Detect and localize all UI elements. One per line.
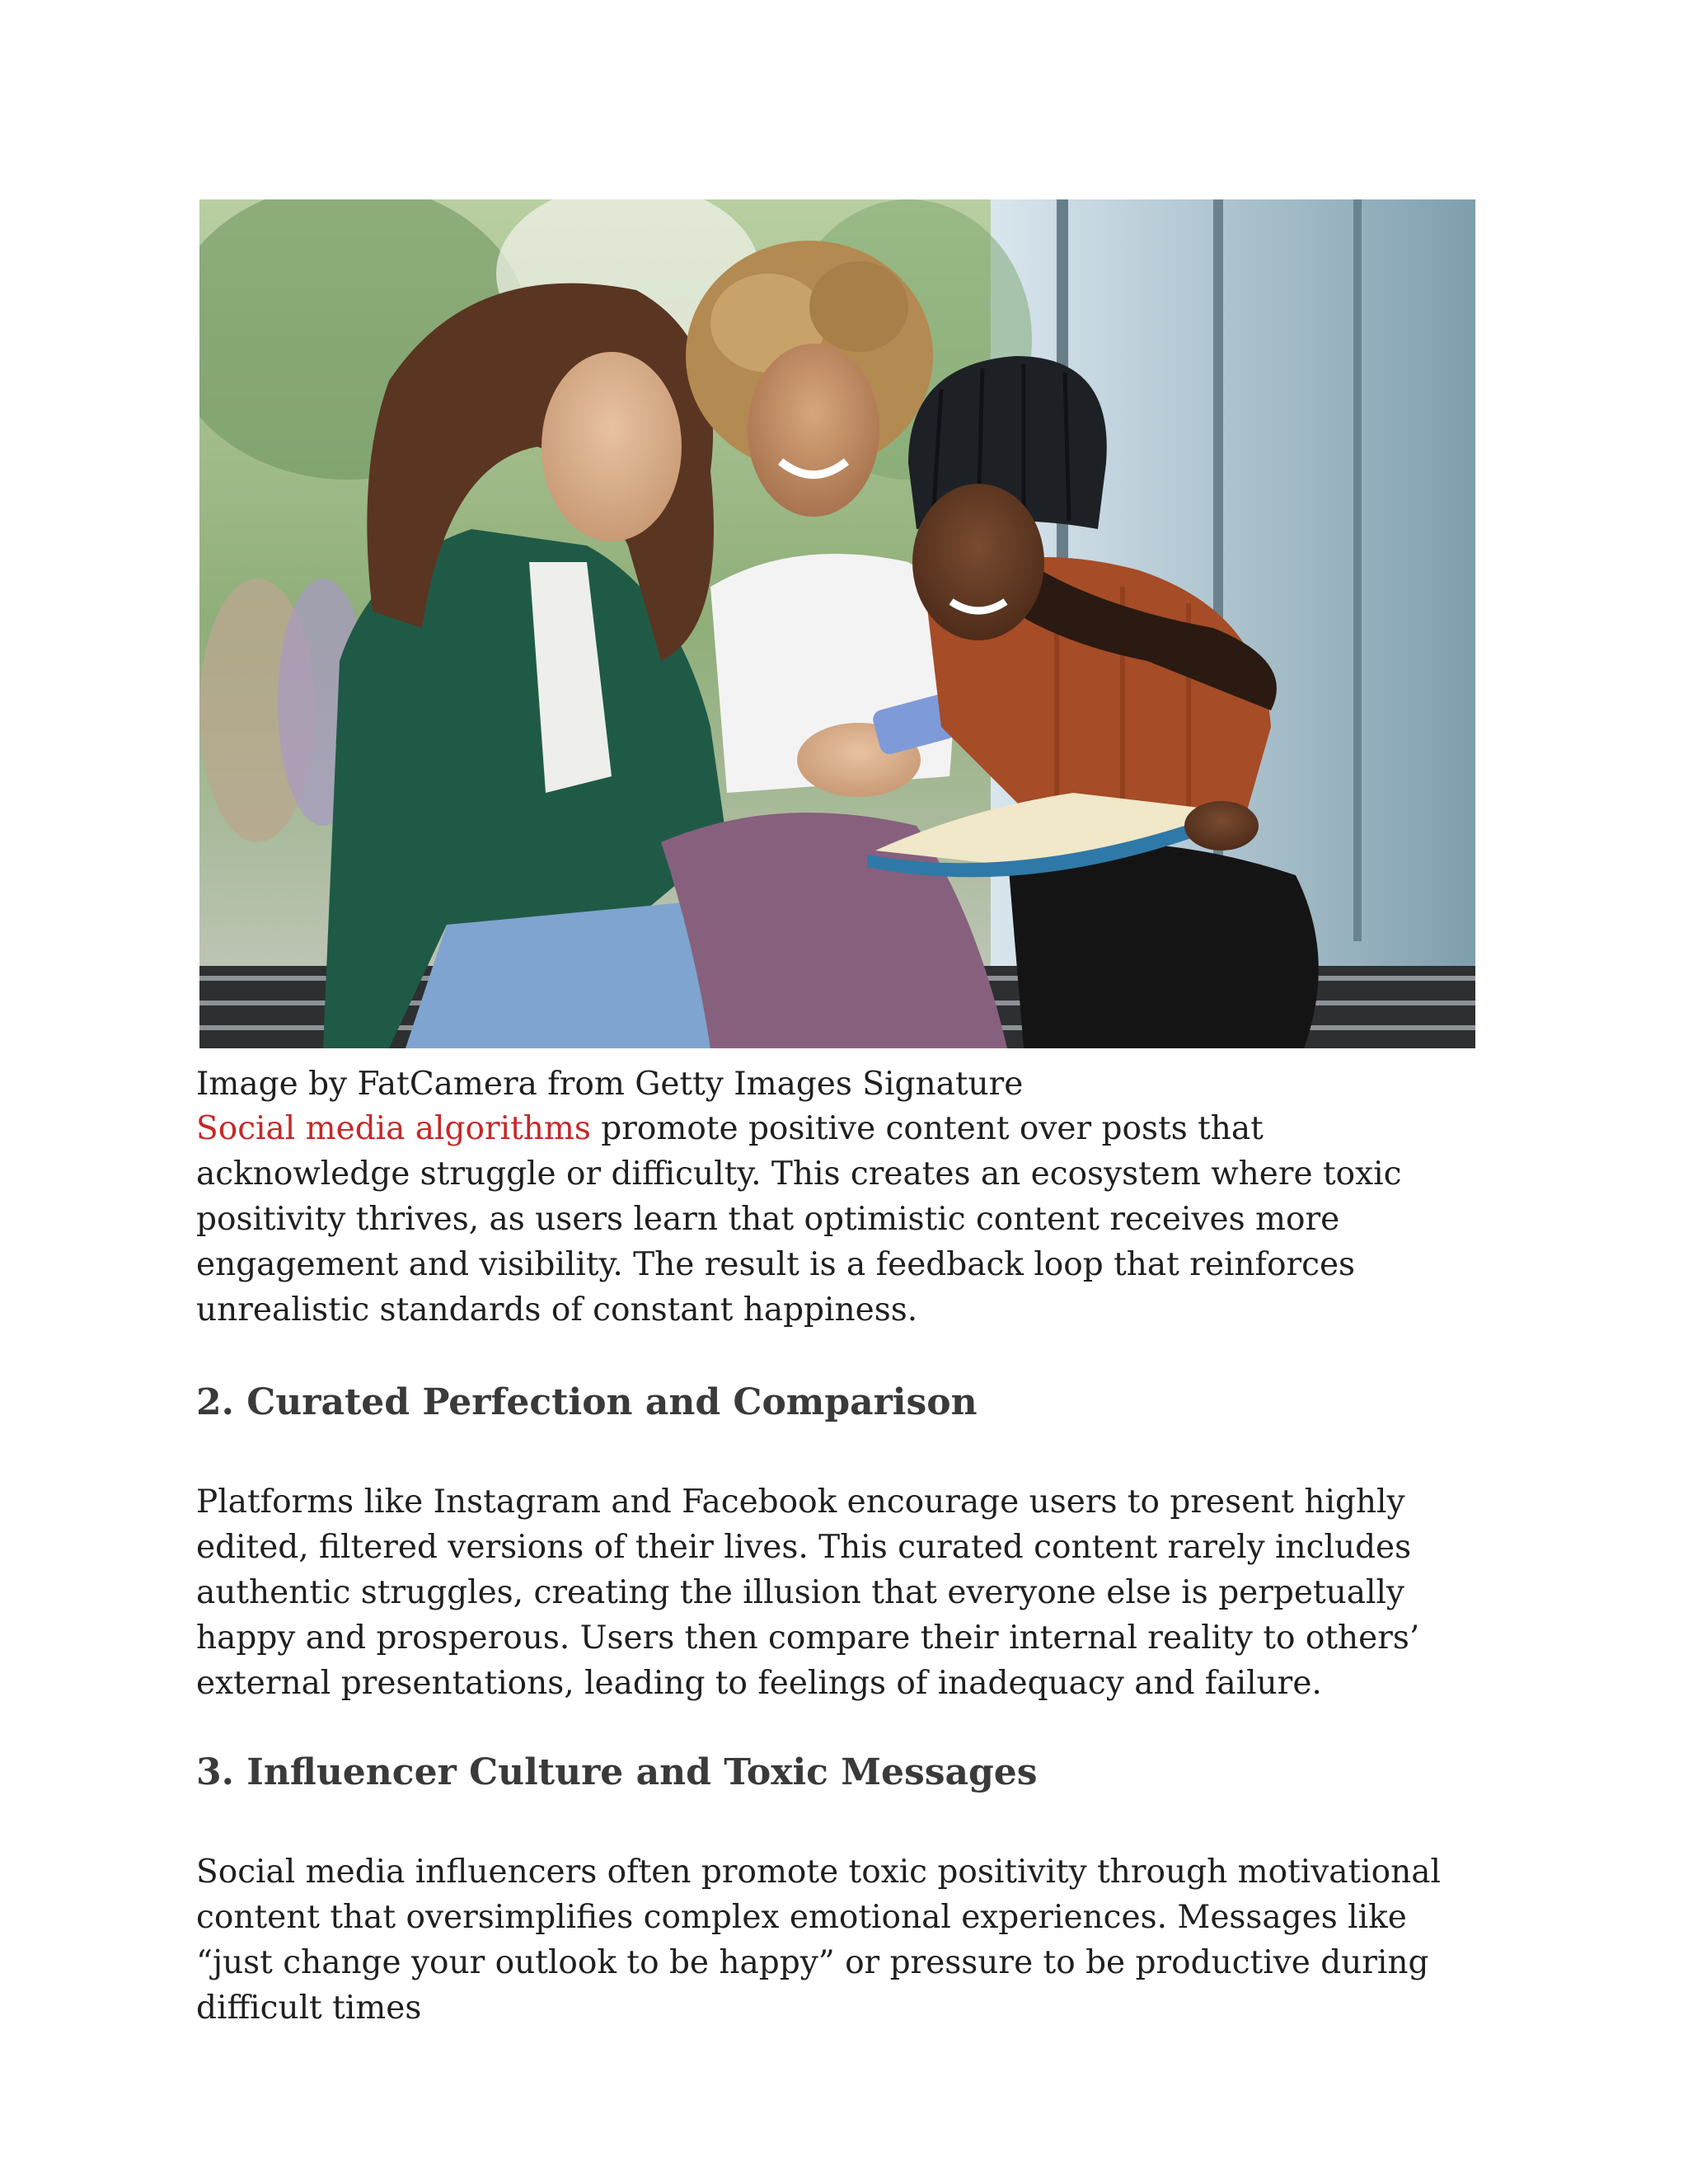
photo-illustration [199,199,1475,1048]
social-media-algorithms-link[interactable]: Social media algorithms [196,1110,591,1147]
paragraph-algorithms-text: promote positive content over posts that acknowledge struggle or difficulty. This creates an ecosystem where toxic positivity thrives, as users learn that optimistic content receives more engagement and visibility. The result is a feedback loop that reinforces unrealistic standards of constant happiness. [196,1110,1402,1329]
paragraph-influencer-culture: Social media influencers often promote toxic positivity through motivational content that oversimplifies complex emotional experiences. Messages like “just change your outlook to be happy” or pressure to be productive during difficult times [196,1854,1441,2027]
paragraph-curated-perfection: Platforms like Instagram and Facebook encourage users to present highly edited, filtered versions of their lives. This curated content rarely includes authentic struggles, creating the illusion that everyone else is perpetually happy and prosperous. Users then compare their internal reality to others’ external presentations, leading to feelings of inadequacy and failure. [196,1483,1420,1702]
paragraph-algorithms [196,1106,1482,1333]
section-heading-influencer-culture: 3. Influencer Culture and Toxic Messages [196,1751,1038,1793]
section-heading-curated-perfection: 2. Curated Perfection and Comparison [196,1381,978,1423]
article-photo [199,199,1475,1048]
article-page [196,199,1482,2031]
image-caption: Image by FatCamera from Getty Images Signature [196,1066,1024,1103]
